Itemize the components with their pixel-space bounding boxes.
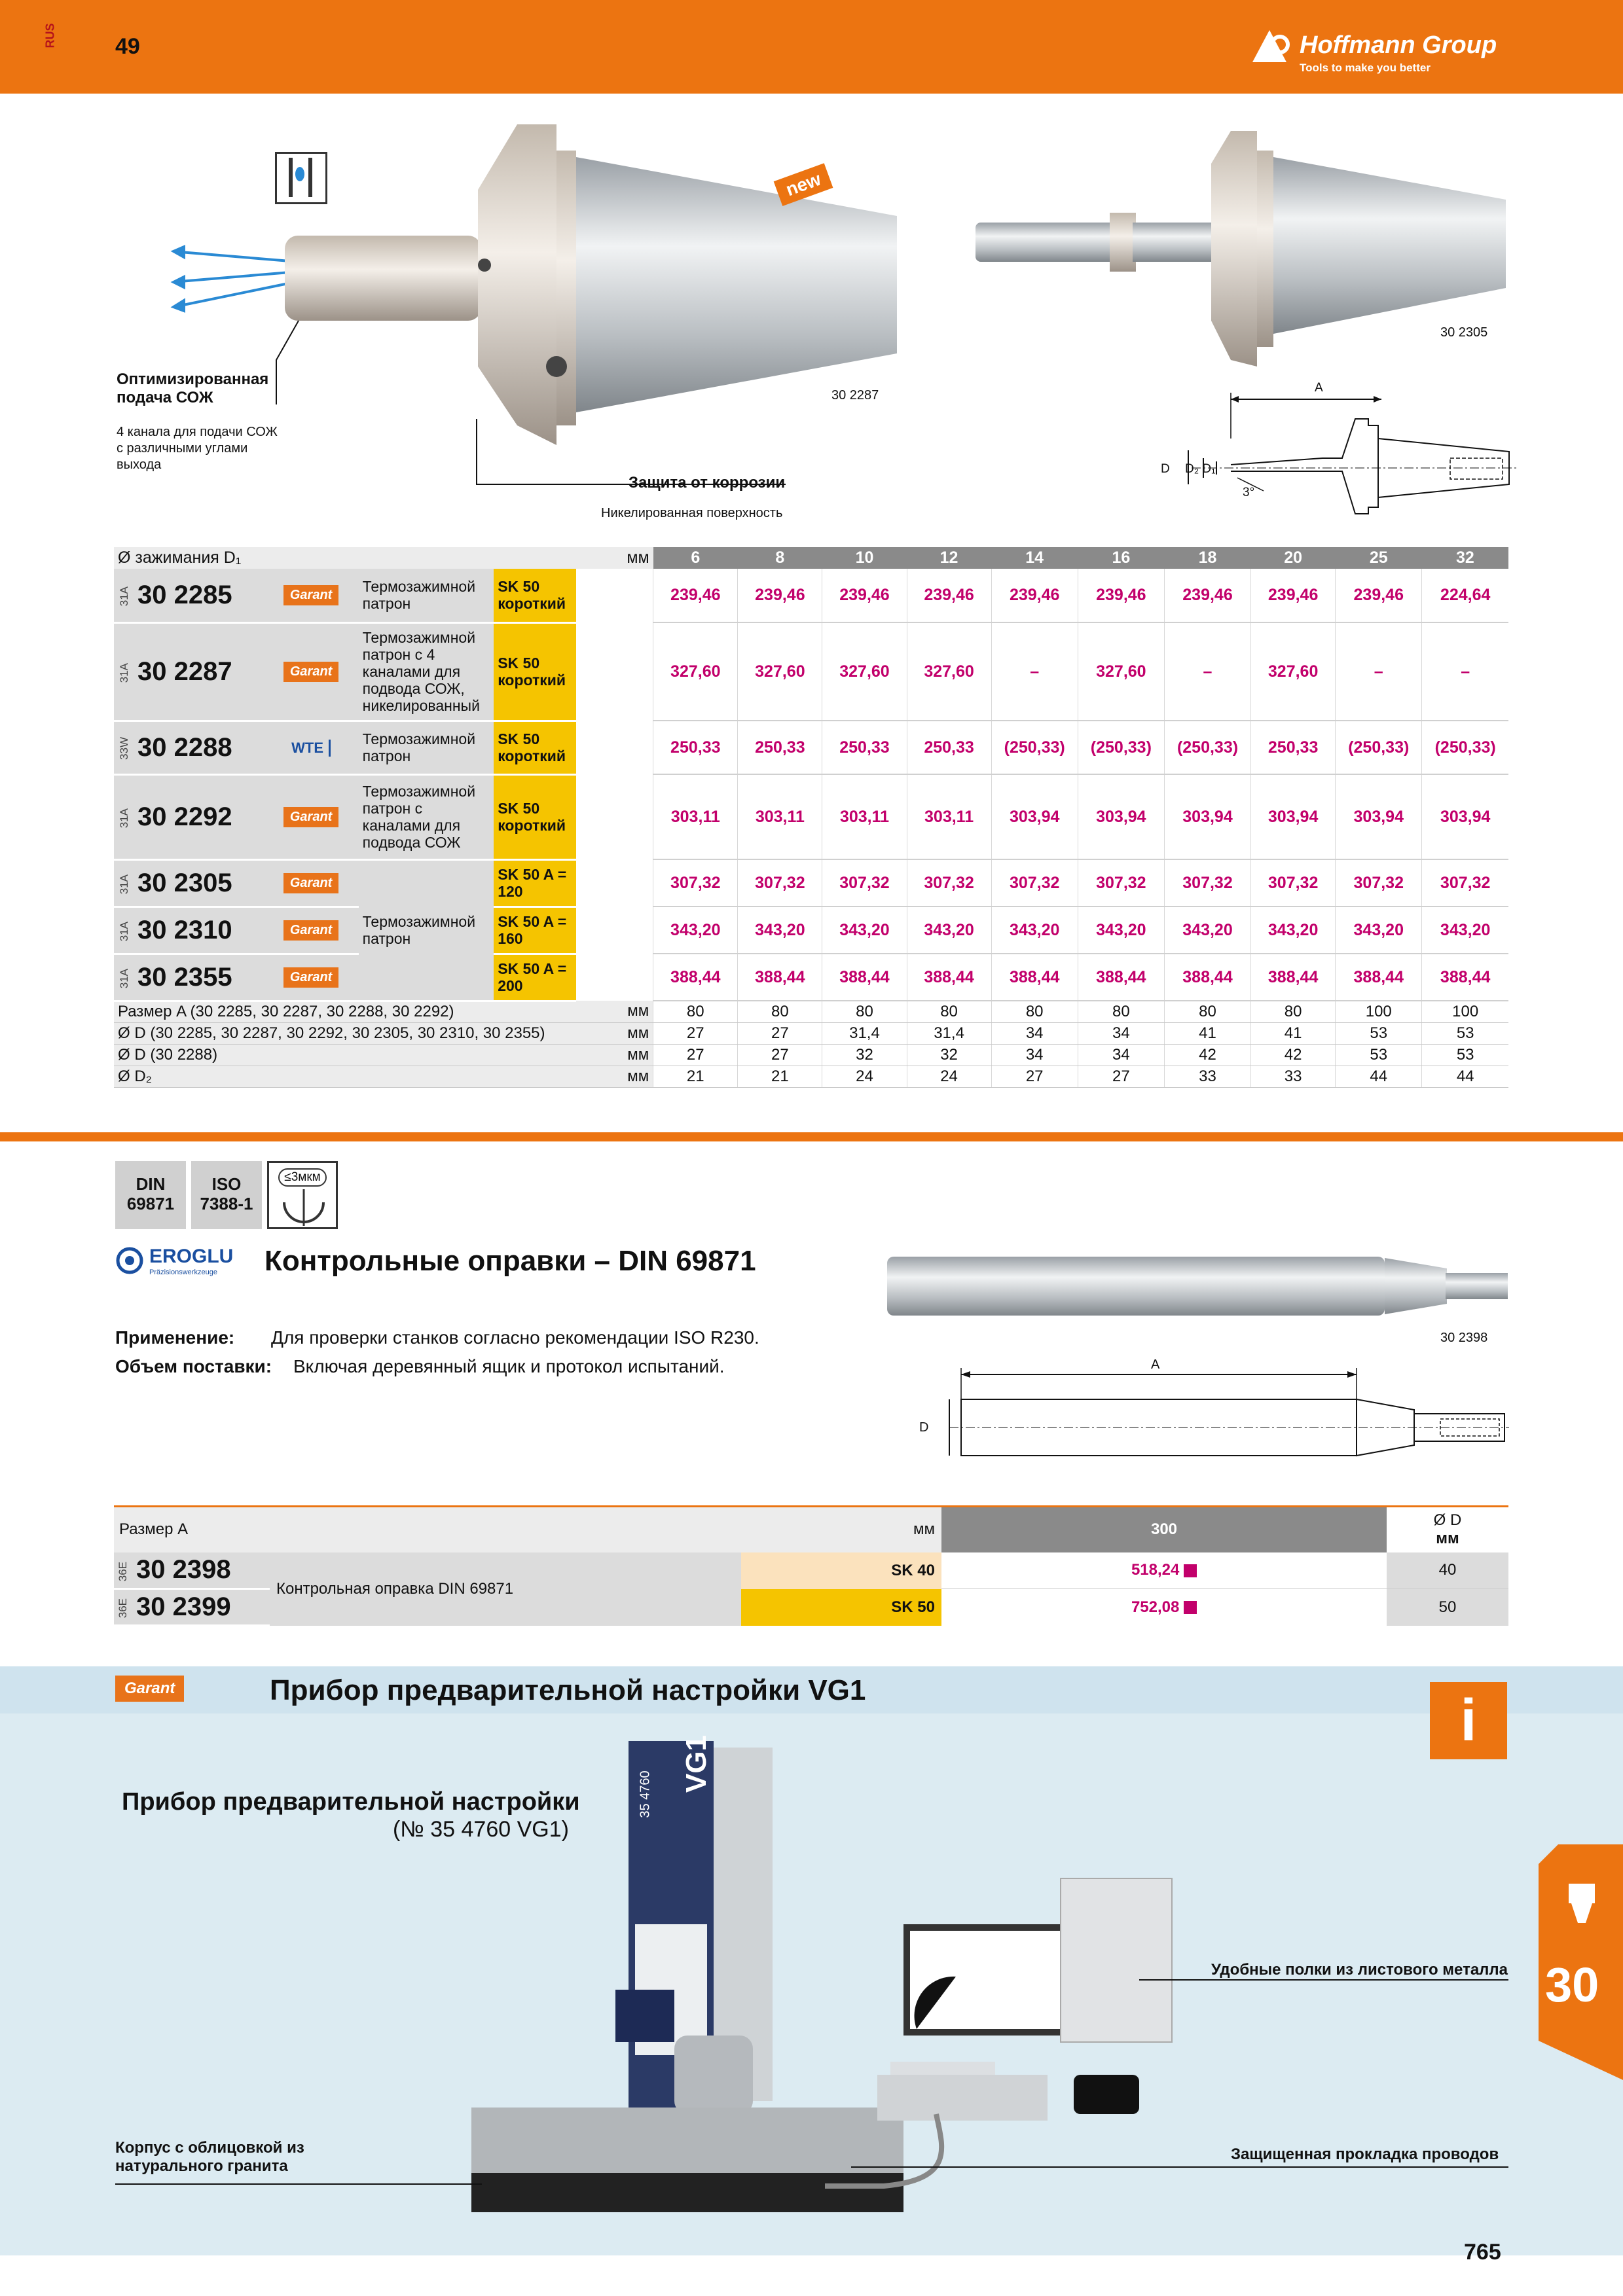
price-cell: (250,33) bbox=[1078, 721, 1164, 774]
taper-cell: SK 50 A = 200 bbox=[494, 954, 576, 1001]
price-cell: – bbox=[1422, 622, 1508, 721]
din-badge: DIN 69871 bbox=[115, 1161, 186, 1229]
d-cell: 50 bbox=[1387, 1589, 1508, 1626]
article-cell bbox=[114, 859, 264, 906]
section3-title: Прибор предварительной настройки VG1 bbox=[270, 1674, 866, 1706]
dimension-value: 44 bbox=[1422, 1066, 1508, 1087]
dimension-row bbox=[114, 1022, 1508, 1044]
new-badge: new bbox=[774, 163, 833, 206]
wte-logo: WTE bbox=[291, 740, 331, 757]
dimension-value: 21 bbox=[738, 1066, 822, 1087]
eroglu-logo-icon bbox=[115, 1246, 144, 1275]
table-header-row bbox=[114, 547, 1508, 569]
article-cell bbox=[114, 622, 264, 721]
dimension-unit: мм bbox=[576, 1022, 653, 1044]
dimension-label: Размер A (30 2285, 30 2287, 30 2288, 30 2292) bbox=[114, 1001, 576, 1022]
callout-shelves: Удобные полки из листового металла bbox=[1211, 1961, 1508, 1979]
taper-cell: SK 50 короткий bbox=[494, 721, 576, 774]
mandrel-header-size: 300 bbox=[941, 1507, 1387, 1552]
taper-cell: SK 50 короткий bbox=[494, 622, 576, 721]
price-cell: 388,44 bbox=[738, 954, 822, 1001]
dimension-value: 80 bbox=[907, 1001, 991, 1022]
price-cell bbox=[941, 1589, 1387, 1626]
concentricity-icon bbox=[281, 1189, 327, 1227]
price-cell: 250,33 bbox=[653, 721, 738, 774]
size-col: 14 bbox=[991, 547, 1078, 569]
price-cell: – bbox=[1164, 622, 1250, 721]
mandrel-header-d-label: Ø D bbox=[1433, 1511, 1462, 1530]
brand-logo-cell bbox=[264, 954, 359, 1001]
dimension-value: 41 bbox=[1251, 1022, 1336, 1044]
price-cell: 327,60 bbox=[1251, 622, 1336, 721]
mandrel-label-d: D bbox=[919, 1420, 929, 1435]
price-cell: 224,64 bbox=[1422, 569, 1508, 622]
section-divider bbox=[0, 1132, 1623, 1141]
spacer-cell bbox=[576, 774, 653, 859]
spacer-cell bbox=[576, 906, 653, 954]
article-cell bbox=[114, 906, 264, 954]
spacer-cell bbox=[576, 954, 653, 1001]
price-cell: 388,44 bbox=[1078, 954, 1164, 1001]
dimension-value: 34 bbox=[991, 1022, 1078, 1044]
callout-body: Корпус с облицовкой из натурального гранита bbox=[115, 2139, 304, 2175]
price-cell: 388,44 bbox=[822, 954, 907, 1001]
price-cell: 343,20 bbox=[738, 906, 822, 954]
price-cell: 307,32 bbox=[822, 859, 907, 906]
article-number: 30 2288 bbox=[137, 732, 232, 762]
price-marker-icon bbox=[1184, 1601, 1197, 1614]
garant-logo bbox=[115, 1676, 184, 1702]
leader-line-coolant bbox=[275, 314, 301, 406]
dimension-value: 31,4 bbox=[907, 1022, 991, 1044]
price-cell: 303,94 bbox=[1336, 774, 1422, 859]
dimension-value: 80 bbox=[1251, 1001, 1336, 1022]
table-row bbox=[114, 1552, 1508, 1589]
dimension-unit: мм bbox=[576, 1001, 653, 1022]
garant-logo: Garant bbox=[283, 920, 338, 941]
garant-logo: Garant bbox=[283, 585, 338, 605]
price-cell: 343,20 bbox=[991, 906, 1078, 954]
dimension-value: 27 bbox=[653, 1044, 738, 1066]
dimension-unit: мм bbox=[576, 1066, 653, 1087]
dimension-row bbox=[114, 1001, 1508, 1022]
size-col: 18 bbox=[1164, 547, 1250, 569]
price-cell: 239,46 bbox=[822, 569, 907, 622]
description-cell: Термозажимной патрон bbox=[359, 859, 494, 1001]
spacer-cell bbox=[576, 859, 653, 906]
eroglu-brand: EROGLU bbox=[149, 1246, 234, 1267]
brand-logo-cell bbox=[264, 774, 359, 859]
description-cell: Термозажимной патрон с каналами для подвода СОЖ bbox=[359, 774, 494, 859]
price-cell: 327,60 bbox=[1078, 622, 1164, 721]
mandrel-table bbox=[114, 1505, 1508, 1626]
corrosion-title: Защита от коррозии bbox=[629, 474, 786, 492]
section2-title: Контрольные оправки – DIN 69871 bbox=[264, 1245, 756, 1277]
dimension-unit: мм bbox=[576, 1044, 653, 1066]
precision-value: ≤3мкм bbox=[278, 1168, 327, 1187]
drawing-label-angle: 3° bbox=[1243, 486, 1255, 499]
price-cell: 303,11 bbox=[653, 774, 738, 859]
mandrel-desc: Контрольная оправка DIN 69871 bbox=[270, 1552, 741, 1626]
dimension-value: 34 bbox=[991, 1044, 1078, 1066]
garant-logo: Garant bbox=[283, 807, 338, 827]
price-cell: 303,94 bbox=[1078, 774, 1164, 859]
taper-cell: SK 50 короткий bbox=[494, 569, 576, 622]
price-cell: – bbox=[1336, 622, 1422, 721]
brand-logo-cell bbox=[264, 859, 359, 906]
price-cell: 303,94 bbox=[991, 774, 1078, 859]
tool-holder-image-302305 bbox=[969, 124, 1512, 373]
category-code: 31A bbox=[118, 968, 130, 989]
size-col: 25 bbox=[1336, 547, 1422, 569]
brand-tagline: Tools to make you better bbox=[1300, 62, 1431, 74]
leader-line-body bbox=[115, 2183, 482, 2185]
dimension-value: 27 bbox=[738, 1022, 822, 1044]
article-number: 30 2292 bbox=[137, 802, 232, 831]
mandrel-drawing bbox=[917, 1355, 1512, 1473]
price-cell: 239,46 bbox=[653, 569, 738, 622]
dimension-label: Ø D (30 2288) bbox=[114, 1044, 576, 1066]
chapter-number: 30 bbox=[1545, 1958, 1599, 2012]
table-row bbox=[114, 622, 1508, 721]
presetter-device-image bbox=[458, 1728, 1192, 2225]
dimension-value: 53 bbox=[1422, 1022, 1508, 1044]
article-cell bbox=[114, 954, 264, 1001]
price-cell: 307,32 bbox=[991, 859, 1078, 906]
dimension-value: 34 bbox=[1078, 1044, 1164, 1066]
mandrel-header-unit: мм bbox=[741, 1507, 941, 1552]
dimension-value: 80 bbox=[1078, 1001, 1164, 1022]
dimension-value: 27 bbox=[738, 1044, 822, 1066]
price-cell: 303,11 bbox=[738, 774, 822, 859]
dimension-row bbox=[114, 1066, 1508, 1087]
price-cell: 343,20 bbox=[1078, 906, 1164, 954]
dimension-value: 21 bbox=[653, 1066, 738, 1087]
price-cell: 343,20 bbox=[653, 906, 738, 954]
language-code: RUS bbox=[43, 23, 57, 48]
taper-cell: SK 50 bbox=[741, 1589, 941, 1626]
table-row bbox=[114, 906, 1508, 954]
table-row bbox=[114, 859, 1508, 906]
description-cell: Термозажимной патрон bbox=[359, 721, 494, 774]
dimension-label: Ø D₂ bbox=[114, 1066, 576, 1087]
header-unit: мм bbox=[494, 547, 653, 569]
taper-cell: SK 40 bbox=[741, 1552, 941, 1589]
price-cell: 388,44 bbox=[1422, 954, 1508, 1001]
iso-badge: ISO 7388-1 bbox=[191, 1161, 262, 1229]
dimension-row bbox=[114, 1044, 1508, 1066]
brand-logo-cell bbox=[264, 622, 359, 721]
size-col: 32 bbox=[1422, 547, 1508, 569]
price-cell: 388,44 bbox=[653, 954, 738, 1001]
article-cell bbox=[114, 569, 264, 622]
dimension-value: 32 bbox=[907, 1044, 991, 1066]
brand-logo-cell bbox=[264, 721, 359, 774]
price-cell: – bbox=[991, 622, 1078, 721]
article-cell bbox=[114, 774, 264, 859]
article-number: 30 2305 bbox=[137, 868, 232, 897]
price-cell: 303,94 bbox=[1251, 774, 1336, 859]
price-cell: 327,60 bbox=[738, 622, 822, 721]
price-value: 518,24 bbox=[1131, 1561, 1180, 1579]
size-col: 20 bbox=[1251, 547, 1336, 569]
price-cell: 343,20 bbox=[1251, 906, 1336, 954]
dimension-value: 100 bbox=[1422, 1001, 1508, 1022]
table-row bbox=[114, 954, 1508, 1001]
callout-cables: Защищенная прокладка проводов bbox=[1231, 2145, 1499, 2163]
price-cell: 388,44 bbox=[907, 954, 991, 1001]
garant-logo: Garant bbox=[283, 662, 338, 682]
table-row bbox=[114, 721, 1508, 774]
category-code: 36E bbox=[117, 1561, 129, 1581]
category-code: 31A bbox=[118, 586, 130, 607]
dimension-value: 80 bbox=[653, 1001, 738, 1022]
article-cell bbox=[114, 721, 264, 774]
dimension-value: 80 bbox=[1164, 1001, 1250, 1022]
dimension-value: 27 bbox=[1078, 1066, 1164, 1087]
category-code: 31A bbox=[118, 874, 130, 895]
page-number-top: 49 bbox=[115, 34, 140, 59]
category-code: 33W bbox=[118, 737, 130, 761]
garant-logo-text: Garant bbox=[115, 1676, 184, 1702]
d-cell: 40 bbox=[1387, 1552, 1508, 1589]
dimension-value: 80 bbox=[738, 1001, 822, 1022]
price-cell: 239,46 bbox=[1078, 569, 1164, 622]
device-code: 35 4760 bbox=[638, 1770, 653, 1818]
price-cell: 343,20 bbox=[822, 906, 907, 954]
coolant-title: Оптимизированная подача СОЖ bbox=[117, 370, 269, 406]
dimension-value: 33 bbox=[1251, 1066, 1336, 1087]
spacer-cell bbox=[576, 622, 653, 721]
mandrel-header-d bbox=[1387, 1507, 1508, 1552]
price-cell: 307,32 bbox=[907, 859, 991, 906]
dimension-value: 80 bbox=[991, 1001, 1078, 1022]
mandrel-header-d-unit: мм bbox=[1436, 1530, 1459, 1548]
size-col: 8 bbox=[738, 547, 822, 569]
dimension-value: 24 bbox=[822, 1066, 907, 1087]
brand-logo-cell bbox=[264, 569, 359, 622]
corrosion-note: Никелированная поверхность bbox=[601, 506, 783, 520]
price-cell: 239,46 bbox=[991, 569, 1078, 622]
dimension-value: 53 bbox=[1422, 1044, 1508, 1066]
price-cell: 250,33 bbox=[822, 721, 907, 774]
ref-302398: 30 2398 bbox=[1440, 1331, 1488, 1345]
price-cell: 250,33 bbox=[907, 721, 991, 774]
size-col: 6 bbox=[653, 547, 738, 569]
dimension-value: 24 bbox=[907, 1066, 991, 1087]
device-title: Прибор предварительной настройки bbox=[122, 1788, 580, 1816]
eroglu-logo bbox=[115, 1246, 144, 1278]
price-cell: 307,32 bbox=[1164, 859, 1250, 906]
size-col: 12 bbox=[907, 547, 991, 569]
price-cell: 327,60 bbox=[653, 622, 738, 721]
table-row bbox=[114, 569, 1508, 622]
dimension-value: 53 bbox=[1336, 1044, 1422, 1066]
price-cell: 307,32 bbox=[1251, 859, 1336, 906]
price-cell: (250,33) bbox=[1164, 721, 1250, 774]
price-cell: 239,46 bbox=[1336, 569, 1422, 622]
garant-logo: Garant bbox=[283, 873, 338, 893]
price-cell: 343,20 bbox=[1336, 906, 1422, 954]
leader-line-shelves bbox=[1139, 1979, 1508, 1981]
description-cell: Термозажимной патрон с 4 каналами для подвода СОЖ, никелированный bbox=[359, 622, 494, 721]
usage-label: Применение: bbox=[115, 1327, 235, 1348]
size-col: 16 bbox=[1078, 547, 1164, 569]
price-cell: 303,11 bbox=[822, 774, 907, 859]
brand-logo-cell bbox=[264, 906, 359, 954]
dimension-value: 80 bbox=[822, 1001, 907, 1022]
drawing-label-a: A bbox=[1315, 381, 1323, 395]
article-number: 30 2310 bbox=[137, 915, 232, 944]
taper-cell: SK 50 A = 160 bbox=[494, 906, 576, 954]
price-cell: (250,33) bbox=[991, 721, 1078, 774]
leader-line-cables bbox=[851, 2166, 1508, 2168]
spacer-cell bbox=[576, 721, 653, 774]
dimension-label: Ø D (30 2285, 30 2287, 30 2292, 30 2305, 30 2310, 30 2355) bbox=[114, 1022, 576, 1044]
usage-text: Для проверки станков согласно рекомендации ISO R230. bbox=[271, 1327, 759, 1348]
dimension-value: 27 bbox=[991, 1066, 1078, 1087]
price-cell: 307,32 bbox=[1336, 859, 1422, 906]
dimension-value: 42 bbox=[1251, 1044, 1336, 1066]
price-cell: 307,32 bbox=[738, 859, 822, 906]
article-number: 30 2398 bbox=[136, 1555, 231, 1585]
brand-name: Hoffmann Group bbox=[1300, 31, 1497, 59]
garant-logo: Garant bbox=[283, 967, 338, 988]
drawing-label-d: D bbox=[1161, 462, 1170, 476]
taper-cell: SK 50 A = 120 bbox=[494, 859, 576, 906]
category-code: 31A bbox=[118, 662, 130, 683]
article-number: 30 2287 bbox=[137, 656, 232, 686]
price-cell: 303,11 bbox=[907, 774, 991, 859]
price-cell: 327,60 bbox=[822, 622, 907, 721]
technical-drawing-chuck bbox=[1152, 380, 1525, 537]
drawing-label-d2d1: D₂ D₁ bbox=[1185, 462, 1216, 476]
price-cell: 307,32 bbox=[653, 859, 738, 906]
price-cell: 239,46 bbox=[907, 569, 991, 622]
test-mandrel-image bbox=[884, 1244, 1512, 1329]
price-cell: 239,46 bbox=[1164, 569, 1250, 622]
dimension-value: 44 bbox=[1336, 1066, 1422, 1087]
price-cell: 388,44 bbox=[1336, 954, 1422, 1001]
hoffmann-logo-icon bbox=[1247, 26, 1300, 65]
price-marker-icon bbox=[1184, 1564, 1197, 1577]
spacer-cell bbox=[576, 569, 653, 622]
dimension-value: 42 bbox=[1164, 1044, 1250, 1066]
price-cell: 239,46 bbox=[1251, 569, 1336, 622]
price-cell: 388,44 bbox=[1251, 954, 1336, 1001]
dimension-value: 27 bbox=[653, 1022, 738, 1044]
article-number: 30 2285 bbox=[137, 580, 232, 609]
dimension-value: 53 bbox=[1336, 1022, 1422, 1044]
price-cell bbox=[941, 1552, 1387, 1589]
clamp-diameter-label: Ø зажимания D₁ bbox=[114, 547, 494, 569]
taper-cell: SK 50 короткий bbox=[494, 774, 576, 859]
price-cell: (250,33) bbox=[1422, 721, 1508, 774]
ref-302287: 30 2287 bbox=[831, 388, 879, 403]
price-cell: 303,94 bbox=[1164, 774, 1250, 859]
page-number-bottom: 765 bbox=[1464, 2240, 1501, 2265]
product-table bbox=[114, 547, 1508, 1088]
description-cell: Термозажимной патрон bbox=[359, 569, 494, 622]
precision-badge bbox=[267, 1161, 338, 1229]
ref-302305: 30 2305 bbox=[1440, 325, 1488, 340]
dimension-value: 32 bbox=[822, 1044, 907, 1066]
mandrel-header-label: Размер A bbox=[114, 1507, 741, 1552]
dimension-value: 34 bbox=[1078, 1022, 1164, 1044]
price-cell: 327,60 bbox=[907, 622, 991, 721]
coolant-note: 4 канала для подачи СОЖ с различными углами выхода bbox=[117, 425, 278, 472]
size-col: 10 bbox=[822, 547, 907, 569]
delivery-label: Объем поставки: bbox=[115, 1356, 272, 1376]
category-code: 36E bbox=[117, 1598, 129, 1619]
device-label: VG1 bbox=[680, 1734, 713, 1793]
dimension-value: 100 bbox=[1336, 1001, 1422, 1022]
device-number: (№ 35 4760 VG1) bbox=[393, 1817, 569, 1842]
dimension-value: 41 bbox=[1164, 1022, 1250, 1044]
category-code: 31A bbox=[118, 921, 130, 942]
price-cell: 307,32 bbox=[1078, 859, 1164, 906]
price-cell: 388,44 bbox=[1164, 954, 1250, 1001]
price-cell: 343,20 bbox=[1422, 906, 1508, 954]
article-number: 30 2355 bbox=[137, 962, 232, 992]
price-cell: 303,94 bbox=[1422, 774, 1508, 859]
delivery-text: Включая деревянный ящик и протокол испытаний. bbox=[293, 1356, 725, 1376]
table-row bbox=[114, 774, 1508, 859]
price-cell: 307,32 bbox=[1422, 859, 1508, 906]
dimension-value: 33 bbox=[1164, 1066, 1250, 1087]
price-cell: 388,44 bbox=[991, 954, 1078, 1001]
dimension-value: 31,4 bbox=[822, 1022, 907, 1044]
mandrel-label-a: A bbox=[1151, 1357, 1160, 1372]
eroglu-sub: Präzisionswerkzeuge bbox=[149, 1268, 217, 1276]
info-icon[interactable]: i bbox=[1430, 1682, 1507, 1759]
price-cell: 239,46 bbox=[738, 569, 822, 622]
price-cell: 250,33 bbox=[1251, 721, 1336, 774]
article-number: 30 2399 bbox=[136, 1592, 231, 1621]
category-code: 31A bbox=[118, 808, 130, 829]
price-value: 752,08 bbox=[1131, 1598, 1180, 1616]
price-cell: 343,20 bbox=[907, 906, 991, 954]
price-cell: (250,33) bbox=[1336, 721, 1422, 774]
price-cell: 343,20 bbox=[1164, 906, 1250, 954]
price-cell: 250,33 bbox=[738, 721, 822, 774]
